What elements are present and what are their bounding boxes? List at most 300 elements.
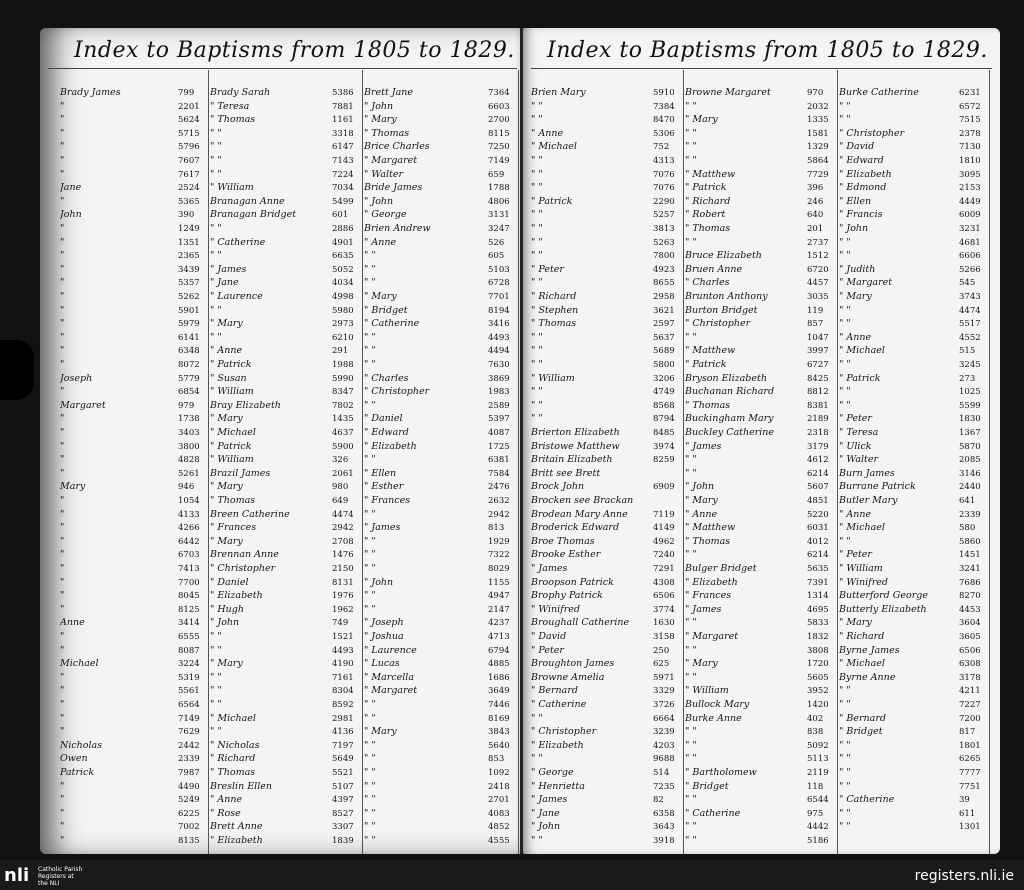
index-entry — [364, 208, 520, 222]
entry-name: " " — [839, 399, 851, 411]
entry-name: " — [60, 127, 65, 139]
entry-number: 3621 — [653, 305, 675, 316]
entry-number: 7149 — [178, 713, 200, 724]
entry-name: " " — [685, 821, 697, 833]
index-entry — [531, 807, 685, 821]
entry-number: 1451 — [959, 550, 981, 561]
entry-number: 4442 — [807, 822, 829, 833]
entry-name: " Catherine — [210, 236, 266, 248]
index-entry — [839, 113, 991, 127]
entry-name: " — [60, 794, 65, 806]
entry-name: " " — [531, 114, 543, 126]
index-entry — [685, 195, 839, 209]
entry-number: 5386 — [332, 88, 354, 98]
index-entry — [685, 684, 839, 698]
entry-number: 6854 — [178, 387, 200, 398]
entry-name: " John — [364, 576, 394, 588]
index-entry — [839, 603, 991, 617]
index-entry — [685, 222, 839, 236]
entry-number: 1054 — [178, 496, 200, 506]
entry-name: " — [60, 685, 65, 697]
entry-number: 5561 — [178, 686, 200, 697]
entry-number: 4493 — [332, 645, 354, 656]
index-entry — [364, 358, 520, 372]
entry-number: 7800 — [653, 251, 675, 262]
index-entry — [364, 576, 520, 590]
entry-name: " — [60, 277, 65, 289]
entry-number: 5092 — [807, 740, 829, 751]
entry-number: 1249 — [178, 224, 200, 234]
entry-number: 2153 — [959, 183, 981, 194]
entry-number: 3239 — [653, 727, 675, 738]
entry-name: Browne Margaret — [685, 87, 771, 98]
entry-name: " William — [210, 454, 254, 466]
entry-number: 7076 — [653, 169, 675, 180]
entry-name: " — [60, 603, 65, 615]
index-entry — [60, 113, 210, 127]
index-entry — [60, 440, 210, 454]
entry-name: " — [60, 141, 65, 153]
entry-number: 7630 — [488, 360, 510, 370]
entry-name: " James — [210, 263, 247, 275]
entry-number: 526 — [488, 237, 505, 248]
entry-name: " Michael — [531, 141, 577, 153]
entry-name: Burn James — [839, 467, 895, 479]
entry-name: Bulger Bridget — [685, 563, 757, 574]
entry-number: 6909 — [653, 482, 675, 493]
footer-bar — [0, 860, 1024, 890]
index-entry — [685, 616, 839, 630]
index-entry — [364, 412, 520, 426]
index-entry — [210, 657, 364, 671]
entry-name: " " — [210, 331, 222, 343]
entry-name: " " — [531, 386, 543, 398]
index-entry — [364, 603, 520, 617]
entry-number: 2524 — [178, 183, 200, 194]
entry-number: 5262 — [178, 292, 200, 302]
index-entry — [210, 222, 364, 236]
index-entry — [60, 494, 210, 508]
index-entry — [839, 344, 991, 358]
index-entry — [685, 467, 839, 481]
register-book — [28, 28, 1012, 854]
entry-name: " Daniel — [364, 413, 403, 425]
index-entry — [364, 807, 520, 821]
index-entry — [210, 249, 364, 263]
entry-name: " " — [364, 359, 376, 370]
entry-name: " Jane — [531, 807, 560, 819]
index-entry — [531, 440, 685, 454]
entry-name: " — [60, 386, 65, 398]
entry-name: Butterford George — [839, 590, 928, 602]
entry-number: 2981 — [332, 713, 354, 724]
entry-number: 1686 — [488, 672, 510, 683]
site-url[interactable]: registers.nli.ie — [914, 868, 1014, 884]
entry-name: " " — [364, 821, 376, 833]
index-entry — [210, 426, 364, 440]
entry-name: " — [60, 223, 65, 234]
entry-number: 1335 — [807, 115, 829, 126]
index-entry — [685, 317, 839, 331]
entry-name: " Mary — [839, 291, 872, 302]
index-entry — [364, 480, 520, 494]
index-entry — [60, 331, 210, 345]
index-entry — [60, 657, 210, 671]
entry-number: 2632 — [488, 496, 510, 506]
entry-name: " " — [210, 699, 222, 710]
entry-number: 7002 — [178, 822, 200, 833]
entry-number: 326 — [332, 455, 349, 466]
entry-number: 749 — [332, 618, 349, 629]
entry-number: 3416 — [488, 319, 510, 330]
entry-number: 3800 — [178, 441, 200, 452]
index-entry — [60, 358, 210, 372]
entry-number: 1329 — [807, 142, 829, 153]
index-entry — [531, 263, 685, 277]
entry-name: " " — [839, 236, 851, 248]
entry-number: 580 — [959, 523, 976, 534]
index-entry — [210, 480, 364, 494]
entry-name: Brice Charles — [364, 141, 430, 153]
entry-name: " " — [839, 699, 851, 710]
index-entry — [531, 752, 685, 766]
index-entry — [839, 426, 991, 440]
entry-name: " " — [364, 767, 376, 778]
index-entry — [839, 494, 991, 508]
entry-name: Bryson Elizabeth — [685, 372, 767, 384]
index-entry — [685, 331, 839, 345]
entry-name: " — [60, 304, 65, 316]
entry-number: 2597 — [653, 319, 675, 330]
entry-name: " Bridget — [839, 726, 883, 738]
entry-name: Anne — [60, 617, 85, 629]
entry-name: " " — [685, 331, 697, 343]
entry-name: " Ellen — [839, 195, 872, 207]
entry-name: Brett Jane — [364, 87, 414, 98]
index-entry — [839, 576, 991, 590]
entry-name: Michael — [60, 658, 99, 670]
entry-number: 2378 — [959, 128, 981, 139]
index-entry — [685, 304, 839, 318]
entry-name: Nicholas — [60, 739, 103, 751]
index-entry — [210, 208, 364, 222]
index-entry — [210, 644, 364, 658]
entry-name: " Frances — [210, 522, 257, 534]
index-entry — [364, 820, 520, 834]
entry-number: 6348 — [178, 346, 200, 357]
entry-number: 273 — [959, 373, 976, 384]
index-entry — [364, 222, 520, 236]
entry-name: " John — [364, 195, 394, 207]
entry-number: 5635 — [807, 564, 829, 574]
entry-name: " " — [685, 726, 697, 738]
index-entry — [210, 603, 364, 617]
entry-name: Breen Catherine — [210, 508, 290, 520]
entry-number: 601 — [332, 210, 349, 221]
entry-number: 246 — [807, 196, 824, 207]
entry-number: 6703 — [178, 550, 200, 561]
entry-number: 4749 — [653, 387, 675, 398]
entry-number: 5860 — [959, 536, 981, 547]
entry-name: " Christopher — [210, 563, 276, 574]
entry-name: " Margaret — [839, 277, 893, 289]
index-entry — [364, 725, 520, 739]
entry-name: " — [60, 467, 65, 479]
index-entry — [839, 222, 991, 236]
index-entry — [210, 317, 364, 331]
entry-number: 1301 — [959, 822, 981, 833]
entry-number: 1983 — [488, 387, 510, 398]
index-entry — [531, 576, 685, 590]
index-entry — [210, 739, 364, 753]
index-entry — [60, 752, 210, 766]
entry-number: 6603 — [488, 101, 510, 112]
entry-name: " — [60, 712, 65, 724]
index-entry — [685, 644, 839, 658]
entry-name: " " — [364, 277, 376, 289]
index-entry — [364, 548, 520, 562]
entry-number: 2958 — [653, 292, 675, 302]
index-entry — [839, 684, 991, 698]
index-entry — [210, 181, 364, 195]
entry-name: " Christopher — [685, 318, 751, 330]
entry-number: 5599 — [959, 400, 981, 411]
index-entry — [685, 453, 839, 467]
entry-name: " John — [839, 223, 869, 234]
entry-name: Britt see Brett — [531, 467, 601, 479]
entry-number: 4453 — [959, 604, 981, 615]
index-entry — [531, 331, 685, 345]
entry-name: Burrane Patrick — [839, 481, 916, 493]
index-entry — [60, 100, 210, 114]
index-entry — [839, 766, 991, 780]
index-entry — [685, 249, 839, 263]
entry-name: " Bernard — [531, 685, 578, 697]
entry-name: " — [60, 318, 65, 330]
index-entry — [364, 399, 520, 413]
index-entry — [531, 644, 685, 658]
index-entry — [839, 467, 991, 481]
index-entry — [685, 671, 839, 685]
index-entry — [839, 195, 991, 209]
index-entry — [60, 412, 210, 426]
entry-number: 5689 — [653, 346, 675, 357]
index-entry — [685, 208, 839, 222]
entry-number: 7235 — [653, 781, 675, 792]
index-entry — [60, 807, 210, 821]
entry-name: " " — [364, 508, 376, 520]
index-entry — [364, 834, 520, 848]
entry-number: 5499 — [332, 196, 354, 207]
entry-name: " " — [364, 603, 376, 615]
index-entry — [60, 168, 210, 182]
entry-number: 8135 — [178, 836, 200, 846]
entry-number: 5637 — [653, 332, 675, 343]
entry-number: 2201 — [178, 101, 200, 112]
entry-number: 5796 — [178, 142, 200, 153]
index-entry — [531, 480, 685, 494]
entry-number: 7161 — [332, 672, 354, 683]
left-page — [40, 28, 525, 854]
index-entry — [685, 739, 839, 753]
entry-name: " Marcella — [364, 671, 415, 683]
entry-number: 4133 — [178, 509, 200, 520]
entry-number: 250 — [653, 645, 670, 656]
index-entry — [210, 684, 364, 698]
index-entry — [364, 467, 520, 481]
entry-name: Owen — [60, 753, 88, 765]
entry-number: 7413 — [178, 564, 200, 574]
left-page-title: Index to Baptisms from 1805 to 1829. — [74, 38, 515, 63]
entry-name: " " — [839, 807, 851, 819]
entry-name: " " — [839, 780, 851, 792]
index-entry — [531, 208, 685, 222]
index-entry — [210, 820, 364, 834]
entry-name: " Winifred — [839, 576, 888, 588]
entry-name: " John — [685, 481, 715, 493]
entry-name: " " — [685, 141, 697, 153]
entry-name: " — [60, 671, 65, 683]
entry-number: 2589 — [488, 400, 510, 411]
entry-number: 5257 — [653, 210, 675, 221]
entry-name: " Charles — [364, 372, 409, 384]
index-entry — [210, 752, 364, 766]
entry-number: 3247 — [488, 224, 510, 234]
entry-name: " — [60, 780, 65, 792]
nli-logo[interactable]: nli — [4, 865, 30, 886]
index-entry — [60, 467, 210, 481]
entry-name: " " — [531, 712, 543, 724]
entry-name: " Peter — [839, 413, 872, 425]
entry-number: 1161 — [332, 115, 354, 126]
index-entry — [364, 562, 520, 576]
entry-number: 8029 — [488, 564, 510, 574]
index-entry — [531, 317, 685, 331]
entry-number: 8270 — [959, 591, 981, 602]
entry-name: John — [60, 209, 82, 221]
index-entry — [364, 508, 520, 522]
entry-number: 5624 — [178, 115, 200, 126]
index-entry — [839, 793, 991, 807]
entry-name: " — [60, 195, 65, 207]
index-entry — [60, 562, 210, 576]
entry-name: " — [60, 454, 65, 466]
entry-name: " Peter — [839, 549, 872, 561]
index-entry — [839, 698, 991, 712]
index-entry — [210, 372, 364, 386]
entry-name: Brazil James — [210, 467, 271, 479]
entry-number: 857 — [807, 319, 824, 330]
index-entry — [364, 127, 520, 141]
entry-name: " Thomas — [685, 535, 731, 547]
index-entry — [531, 521, 685, 535]
entry-number: 4149 — [653, 523, 675, 534]
entry-name: " " — [839, 753, 851, 765]
entry-number: 6728 — [488, 278, 510, 289]
index-entry — [685, 344, 839, 358]
entry-number: 1476 — [332, 550, 354, 561]
entry-number: 7291 — [653, 564, 675, 574]
entry-name: " Esther — [364, 481, 404, 493]
entry-number: 6442 — [178, 536, 200, 547]
entry-number: 3318 — [332, 128, 354, 139]
entry-name: " " — [364, 590, 376, 602]
entry-name: " George — [531, 767, 574, 778]
entry-number: 4190 — [332, 659, 354, 670]
index-entry — [60, 399, 210, 413]
entry-number: 1420 — [807, 700, 829, 710]
index-entry — [210, 399, 364, 413]
entry-number: 4637 — [332, 428, 354, 438]
logo-caption-line: the NLI — [38, 880, 60, 887]
index-entry — [364, 698, 520, 712]
index-entry — [531, 86, 685, 100]
index-entry — [60, 684, 210, 698]
entry-name: " " — [531, 331, 543, 343]
index-entry — [531, 589, 685, 603]
index-entry — [60, 576, 210, 590]
index-entry — [60, 793, 210, 807]
index-entry — [364, 752, 520, 766]
entry-number: 545 — [959, 278, 976, 289]
entry-name: " " — [364, 331, 376, 343]
entry-name: " James — [531, 563, 568, 574]
entry-number: 8381 — [807, 400, 829, 411]
left-page-entries — [40, 28, 525, 854]
index-entry — [531, 766, 685, 780]
entry-name: " Edward — [364, 427, 409, 438]
entry-number: 201 — [807, 224, 824, 234]
index-entry — [685, 372, 839, 386]
entry-name: " Laurence — [210, 291, 263, 302]
index-entry — [364, 344, 520, 358]
entry-number: 1810 — [959, 156, 981, 166]
entry-number: 9688 — [653, 754, 675, 765]
entry-name: " Mary — [210, 318, 243, 330]
index-entry — [60, 508, 210, 522]
index-entry — [685, 113, 839, 127]
entry-name: " " — [685, 739, 697, 751]
entry-number: 4266 — [178, 523, 200, 534]
entry-number: 3869 — [488, 373, 510, 384]
index-entry — [531, 168, 685, 182]
entry-number: 3974 — [653, 441, 675, 452]
entry-number: 118 — [807, 781, 824, 792]
entry-name: " John — [210, 617, 240, 629]
entry-name: " Margaret — [364, 685, 418, 697]
index-entry — [531, 671, 685, 685]
entry-name: Margaret — [60, 399, 106, 411]
index-entry — [685, 576, 839, 590]
index-entry — [60, 739, 210, 753]
entry-name: " " — [685, 835, 697, 846]
index-entry — [364, 644, 520, 658]
entry-name: " Catherine — [685, 807, 741, 819]
index-entry — [839, 154, 991, 168]
entry-name: " — [60, 522, 65, 534]
entry-number: 7130 — [959, 142, 981, 153]
index-entry — [531, 249, 685, 263]
entry-name: " Elizabeth — [364, 440, 417, 452]
entry-number: 7076 — [653, 183, 675, 194]
entry-name: " Joshua — [364, 631, 404, 642]
entry-number: 2290 — [653, 196, 675, 207]
index-entry — [364, 793, 520, 807]
entry-number: 390 — [178, 210, 195, 221]
entry-number: 4885 — [488, 659, 510, 670]
entry-name: " " — [210, 644, 222, 656]
entry-number: 1832 — [807, 632, 829, 642]
